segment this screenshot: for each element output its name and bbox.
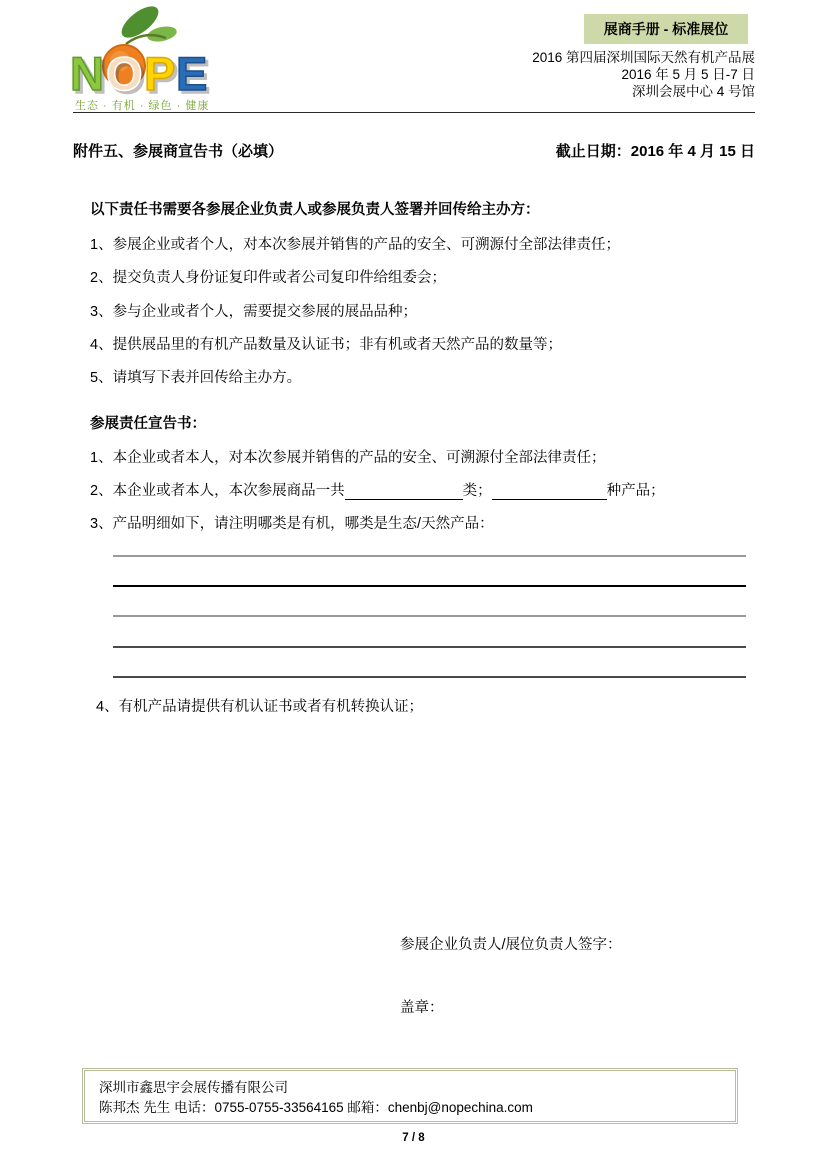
fill-in-blank-categories: [345, 485, 463, 500]
item2-prefix: 2、本企业或者本人，本次参展商品一共: [90, 483, 345, 499]
fill-in-blank-products: [492, 485, 607, 500]
organizer-contact: 陈邦杰 先生 电话：0755-0755-33564165 邮箱：chenbj@nopechina.com: [99, 1100, 533, 1115]
logo-letter-n: N: [70, 47, 104, 98]
manual-type-badge: 展商手册 - 标准展位: [584, 14, 748, 44]
list-item: 2、提交负责人身份证复印件或者公司复印件给组委会；: [90, 270, 447, 287]
item2-suffix: 种产品；: [606, 483, 665, 499]
list-item: 3、产品明细如下，请注明哪类是有机，哪类是生态/天然产品：: [90, 516, 494, 532]
list-item: 4、提供展品里的有机产品数量及认证书；非有机或者天然产品的数量等；: [90, 336, 563, 353]
section2-heading: 参展责任宣告书：: [90, 416, 206, 432]
page-number: 7 / 8: [402, 1132, 425, 1144]
nope-logo: [68, 4, 238, 98]
fill-in-line: [113, 615, 746, 617]
fill-in-line: [113, 646, 746, 648]
list-item-with-blanks: [90, 479, 665, 500]
deadline-text: 截止日期：2016 年 4 月 15 日: [555, 143, 755, 160]
section1-heading: 以下责任书需要各参展企业负责人或参展负责人签署并回传给主办方：: [90, 202, 540, 218]
organizer-company: 深圳市鑫思宇会展传播有限公司: [99, 1080, 288, 1095]
list-item: 3、参与企业或者个人，需要提交参展的展品品种；: [90, 303, 418, 320]
header-divider: [73, 112, 755, 113]
fill-in-line: [113, 585, 746, 587]
organizer-contact-box: [82, 1068, 738, 1124]
item2-mid: 类；: [462, 483, 492, 499]
stamp-label: 盖章：: [400, 1000, 444, 1016]
event-dates: 2016 年 5 月 5 日-7 日: [621, 67, 755, 82]
event-info: [380, 49, 755, 100]
svg-text:N O P: [70, 47, 207, 98]
list-item: 1、参展企业或者个人，对本次参展并销售的产品的安全、可溯源付全部法律责任；: [90, 237, 621, 253]
signature-label: 参展企业负责人/展位负责人签字：: [400, 937, 622, 953]
event-name: 2016 第四届深圳国际天然有机产品展: [532, 50, 755, 65]
attachment-title: 附件五、参展商宣告书（必填）: [73, 143, 284, 160]
nope-logo-graphic: [68, 4, 238, 98]
list-item: 4、有机产品请提供有机认证书或者有机转换认证；: [96, 699, 424, 715]
logo-letter-o: O: [106, 47, 143, 98]
list-item: 1、本企业或者本人，对本次参展并销售的产品的安全、可溯源付全部法律责任；: [90, 450, 606, 466]
logo-letter-p: P: [144, 47, 175, 98]
leaf-icon: [117, 4, 179, 44]
logo-tagline: 生态 · 有机 · 绿色 · 健康: [75, 100, 210, 112]
fill-in-line: [113, 676, 746, 678]
section1-list: [90, 229, 755, 395]
fill-in-line: [113, 555, 746, 557]
event-venue: 深圳会展中心 4 号馆: [631, 84, 755, 99]
logo-letter-e: E: [176, 47, 208, 98]
list-item: 5、请填写下表并回传给主办方。: [90, 370, 302, 387]
